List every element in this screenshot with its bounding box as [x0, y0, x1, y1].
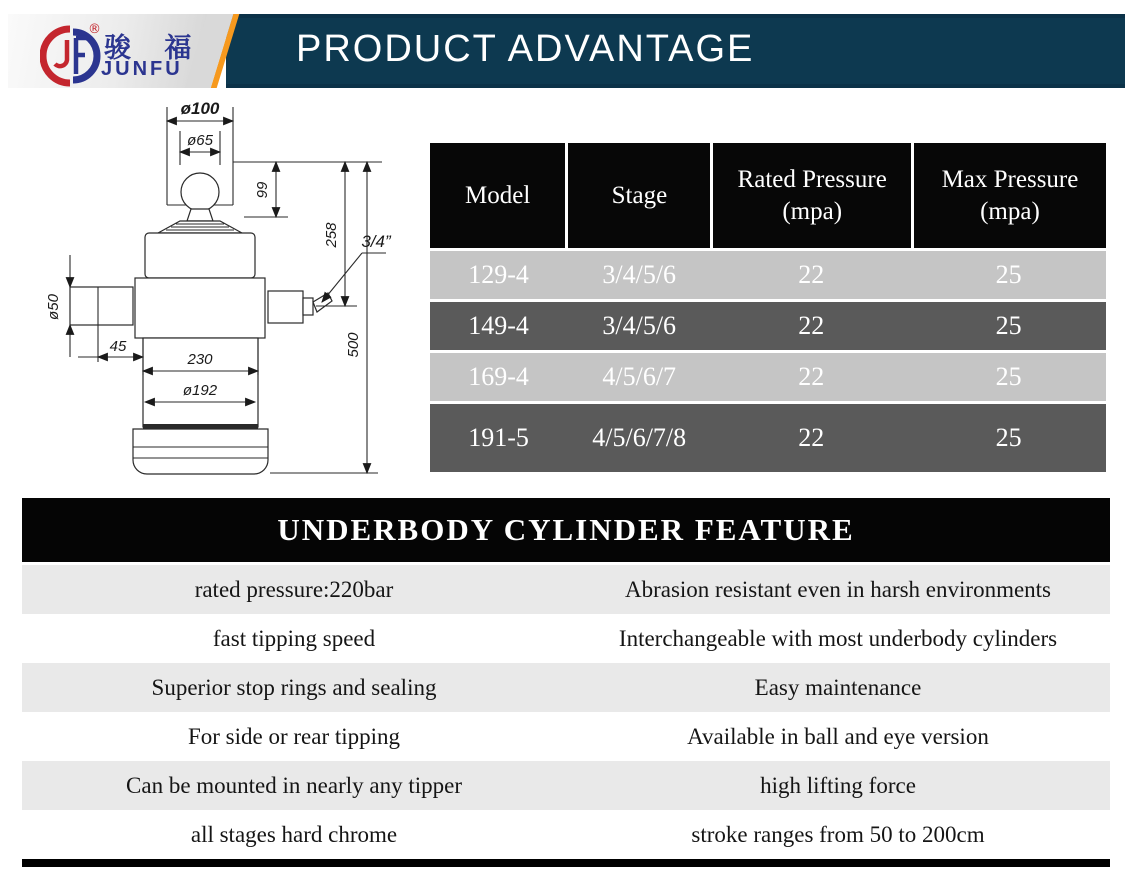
feature-table-title: UNDERBODY CYLINDER FEATURE	[22, 498, 1110, 562]
cell-rated: 22	[711, 251, 911, 299]
feature-left: all stages hard chrome	[190, 821, 398, 847]
feature-left: Superior stop rings and sealing	[151, 674, 437, 700]
list-item	[22, 565, 1110, 614]
cell-model: 191-5	[430, 404, 567, 472]
cell-stage: 4/5/6/7/8	[567, 404, 711, 472]
cylinder-technical-drawing	[30, 95, 430, 490]
table-row	[430, 302, 1106, 350]
cell-model: 129-4	[430, 251, 567, 299]
logo-latin-text: JUNFU	[101, 58, 183, 80]
column-header-model: Model	[430, 143, 565, 248]
feature-right: Available in ball and eye version	[687, 723, 989, 749]
cell-stage: 4/5/6/7	[567, 353, 711, 401]
dim-d50: ø50	[45, 294, 62, 320]
dim-d192: ø192	[182, 382, 218, 399]
feature-right: stroke ranges from 50 to 200cm	[691, 821, 985, 847]
cell-rated: 22	[711, 302, 911, 350]
table-row	[430, 353, 1106, 401]
pressure-spec-table	[430, 143, 1106, 472]
cell-max: 25	[911, 251, 1106, 299]
cell-rated: 22	[711, 353, 911, 401]
feature-right: Interchangeable with most underbody cylinders	[618, 625, 1058, 651]
logo-chinese-text: 骏 福	[104, 33, 204, 64]
list-item	[22, 761, 1110, 810]
cell-max: 25	[911, 302, 1106, 350]
dim-230: 230	[187, 351, 213, 368]
dim-45: 45	[109, 338, 127, 355]
cell-max: 25	[911, 353, 1106, 401]
list-item	[22, 614, 1110, 663]
page-title: PRODUCT ADVANTAGE	[296, 28, 755, 70]
list-item	[22, 712, 1110, 761]
feature-table	[22, 498, 1110, 867]
cell-model: 169-4	[430, 353, 567, 401]
feature-right: Easy maintenance	[754, 674, 922, 700]
feature-right: high lifting force	[760, 772, 916, 798]
dim-thread: 3/4”	[361, 232, 391, 251]
spec-table-header-row	[430, 143, 1106, 248]
dim-258: 258	[323, 222, 340, 248]
feature-left: Can be mounted in nearly any tipper	[126, 772, 462, 798]
dim-d100: ø100	[180, 99, 220, 118]
dim-99: 99	[254, 181, 271, 199]
dim-500: 500	[345, 332, 362, 358]
cell-model: 149-4	[430, 302, 567, 350]
table-row	[430, 404, 1106, 472]
cell-stage: 3/4/5/6	[567, 251, 711, 299]
feature-left: fast tipping speed	[212, 625, 376, 651]
dim-d65: ø65	[187, 132, 213, 149]
bottom-divider	[22, 859, 1110, 867]
column-header-max-pressure: Max Pressure (mpa)	[914, 143, 1106, 248]
cell-stage: 3/4/5/6	[567, 302, 711, 350]
list-item	[22, 663, 1110, 712]
list-item	[22, 810, 1110, 859]
cell-max: 25	[911, 404, 1106, 472]
feature-left: For side or rear tipping	[187, 723, 401, 749]
column-header-stage: Stage	[568, 143, 710, 248]
table-row	[430, 251, 1106, 299]
cell-rated: 22	[711, 404, 911, 472]
registered-mark-icon: ®	[88, 22, 101, 37]
feature-left: rated pressure:220bar	[194, 576, 394, 602]
feature-right: Abrasion resistant even in harsh environments	[624, 576, 1052, 602]
column-header-rated-pressure: Rated Pressure (mpa)	[713, 143, 910, 248]
